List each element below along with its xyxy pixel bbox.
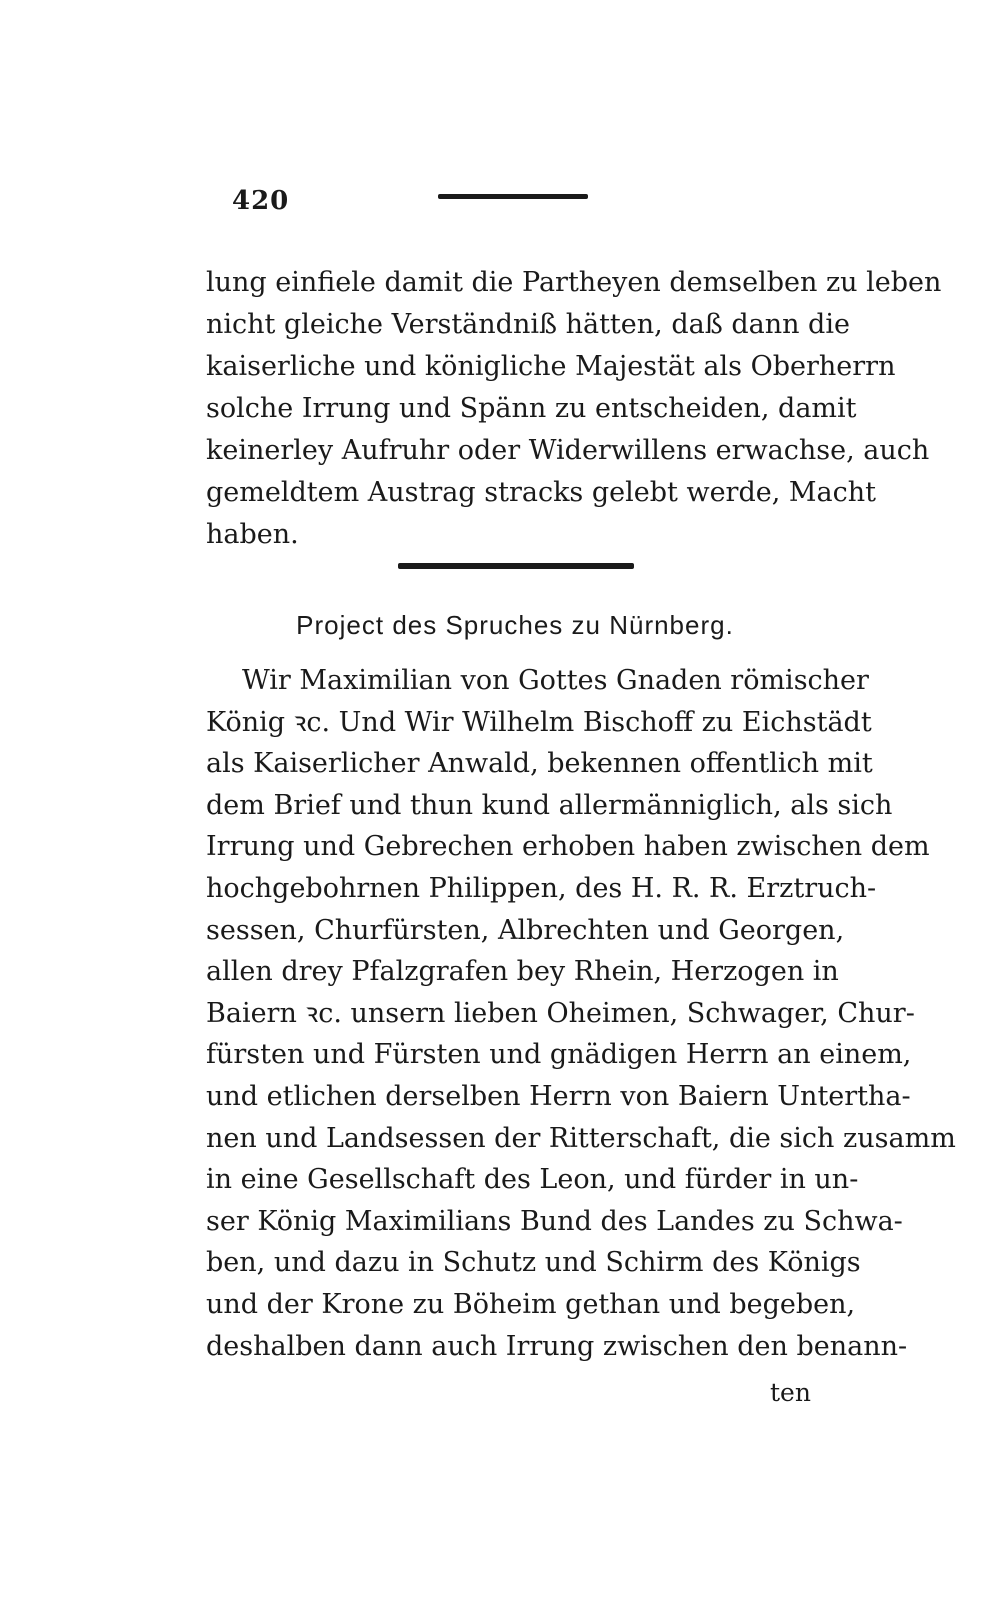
text-line: hochgebohrnen Philippen, des H. R. R. Erztruch- (206, 872, 877, 904)
text-line: und etlichen derselben Herrn von Baiern Untertha- (206, 1080, 911, 1112)
text-line: deshalben dann auch Irrung zwischen den benann- (206, 1330, 908, 1362)
paragraph-continuation (206, 262, 942, 556)
section-divider (398, 563, 634, 569)
page-number: 420 (232, 186, 290, 216)
text-line: ser König Maximilians Bund des Landes zu Schwa- (206, 1205, 903, 1237)
text-line: Baiern ꝛc. unsern lieben Oheimen, Schwager, Chur- (206, 997, 915, 1029)
text-line: in eine Gesellschaft des Leon, und fürder in un- (206, 1164, 859, 1196)
text-line: ben, und dazu in Schutz und Schirm des Königs (206, 1247, 861, 1279)
text-line: kaiserliche und königliche Majestät als Oberherrn (206, 351, 896, 382)
section-heading: Project des Spruches zu Nürnberg. (296, 610, 734, 640)
text-line: allen drey Pfalzgrafen bey Rhein, Herzogen in (206, 956, 839, 988)
text-line: sessen, Churfürsten, Albrechten und Georgen, (206, 914, 845, 946)
text-line: keinerley Aufruhr oder Widerwillens erwachse, auch (206, 435, 930, 466)
text-line: gemeldtem Austrag stracks gelebt werde, Macht (206, 477, 876, 508)
text-line: König ꝛc. Und Wir Wilhelm Bischoff zu Eichstädt (206, 706, 872, 738)
paragraph-main (206, 660, 956, 1367)
text-line: Irrung und Gebrechen erhoben haben zwischen dem (206, 831, 930, 863)
text-line: als Kaiserlicher Anwald, bekennen offentlich mit (206, 748, 873, 780)
text-line: Wir Maximilian von Gottes Gnaden römischer (242, 665, 869, 696)
text-line: dem Brief und thun kund allermänniglich, als sich (206, 789, 893, 821)
text-line: fürsten und Fürsten und gnädigen Herrn an einem, (206, 1039, 912, 1071)
catchword: ten (770, 1378, 811, 1407)
text-line: lung einfiele damit die Partheyen demselben zu leben (206, 267, 942, 298)
text-line: nicht gleiche Verständniß hätten, daß dann die (206, 309, 850, 340)
text-line: haben. (206, 519, 299, 550)
header-rule (438, 194, 588, 199)
text-line: solche Irrung und Spänn zu entscheiden, damit (206, 393, 857, 424)
text-line: nen und Landsessen der Ritterschaft, die sich zusamm (206, 1122, 956, 1154)
text-line: und der Krone zu Böheim gethan und begeben, (206, 1288, 856, 1320)
